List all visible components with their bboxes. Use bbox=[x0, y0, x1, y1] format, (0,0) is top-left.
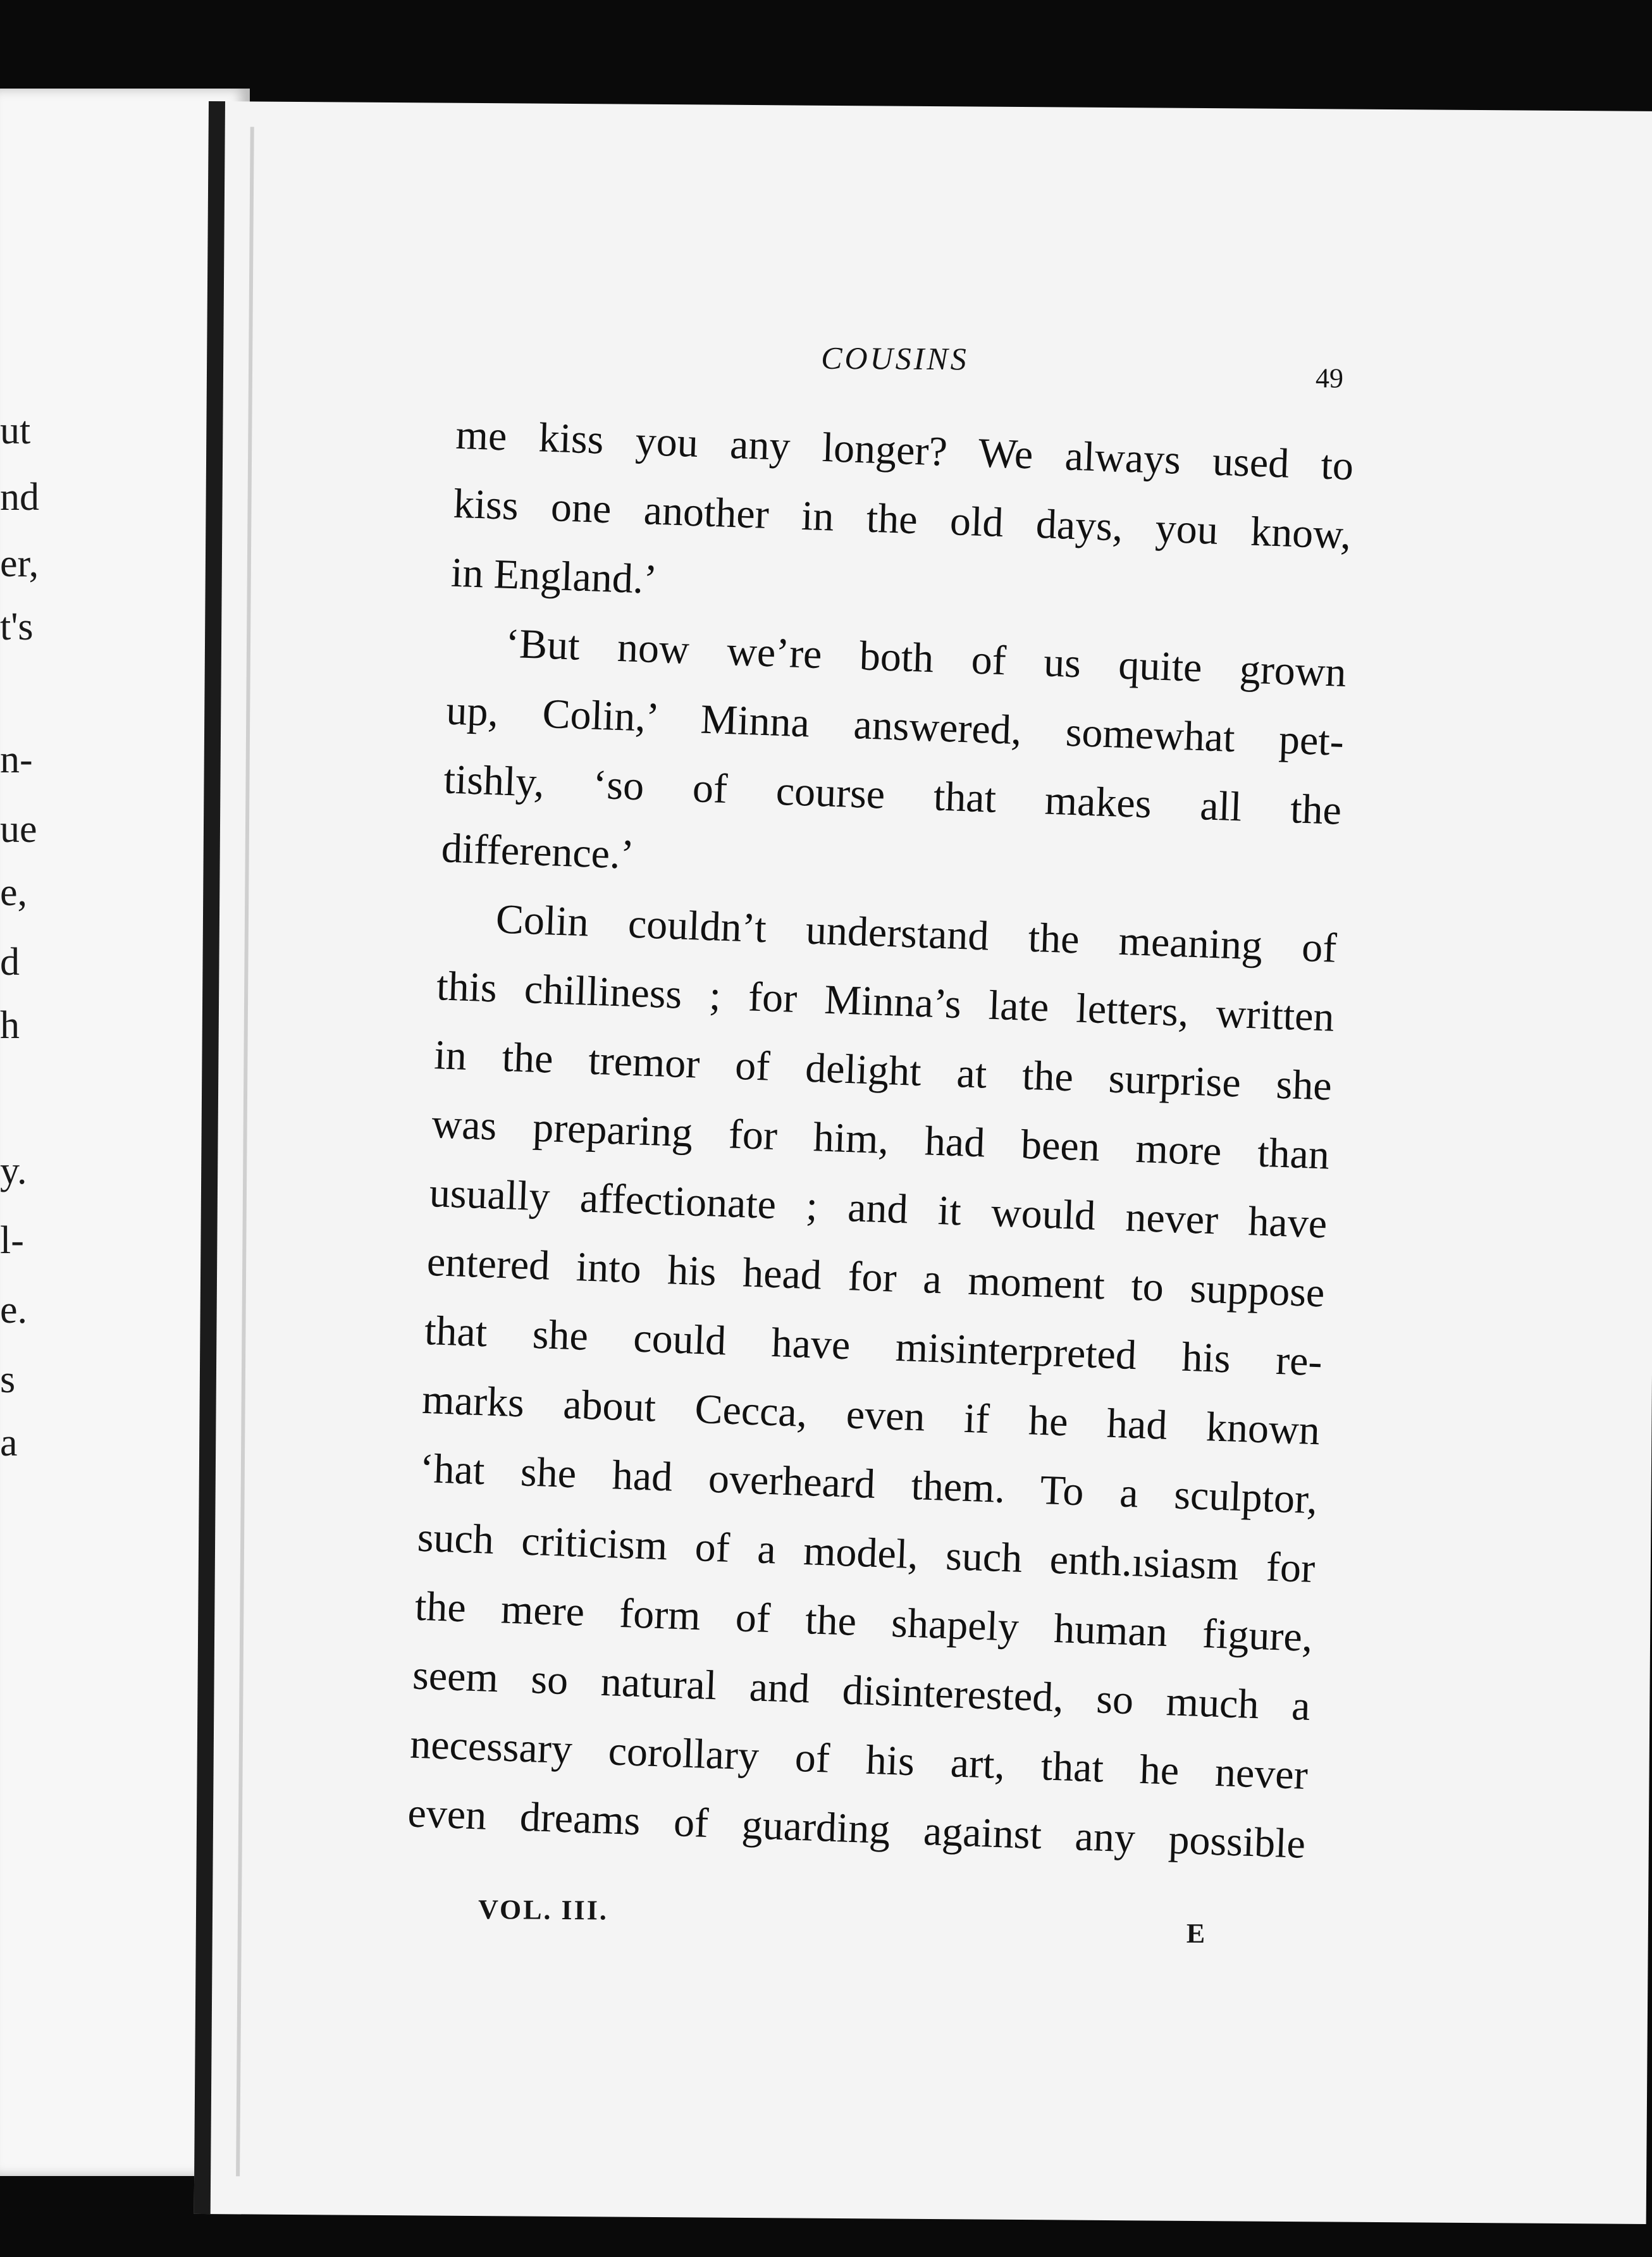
left-page-fragment: t's bbox=[0, 605, 34, 648]
text-line: necessary corollary of his art, that he never bbox=[409, 1721, 1309, 1798]
left-page-fragment: ut bbox=[0, 409, 31, 452]
left-page-fragment: nd bbox=[0, 476, 39, 519]
text-line: usually affectionate ; and it would never have bbox=[428, 1170, 1328, 1247]
volume-signature: VOL. III. bbox=[478, 1894, 609, 1926]
text-line: tishly, ‘so of course that makes all the bbox=[443, 756, 1343, 834]
left-page-fragment: n- bbox=[0, 738, 33, 781]
text-line: up, Colin,’ Minna answered, somewhat pet- bbox=[445, 687, 1345, 765]
text-line: such criticism of a model, such enth.ısiasm for bbox=[416, 1514, 1316, 1592]
left-page-fragment: ue bbox=[0, 808, 37, 851]
left-page-fragment: s bbox=[0, 1358, 16, 1401]
text-line: the mere form of the shapely human figure, bbox=[414, 1583, 1314, 1661]
text-line: this chilliness ; for Minna’s late letters, written bbox=[436, 963, 1335, 1041]
left-page-fragment: er, bbox=[0, 542, 39, 585]
left-page-fragment: l- bbox=[0, 1219, 24, 1262]
text-line: me kiss you any longer? We always used to bbox=[455, 411, 1355, 490]
text-line: ‘But now we’re both of us quite grown bbox=[505, 620, 1347, 696]
left-page-fragment: h bbox=[0, 1004, 20, 1047]
text-line: difference.’ bbox=[440, 825, 635, 878]
text-line: was preparing for him, had been more than bbox=[431, 1101, 1331, 1178]
running-head: COUSINS bbox=[820, 340, 969, 377]
right-page bbox=[194, 101, 1652, 2224]
text-line: entered into his head for a moment to suppose bbox=[426, 1238, 1326, 1316]
left-page-fragment: a bbox=[0, 1421, 18, 1464]
text-line: even dreams of guarding against any possible bbox=[407, 1790, 1307, 1867]
text-line: that she could have misinterpreted his re- bbox=[424, 1307, 1323, 1385]
text-line: seem so natural and disinterested, so much a bbox=[412, 1652, 1311, 1730]
text-line: in England.’ bbox=[450, 549, 658, 603]
text-line: Colin couldn’t understand the meaning of bbox=[495, 896, 1338, 972]
text-line: kiss one another in the old days, you know, bbox=[452, 480, 1352, 559]
text-line: in the tremor of delight at the surprise she bbox=[433, 1032, 1333, 1110]
left-page-fragment: y. bbox=[0, 1149, 27, 1192]
text-line: ‘hat she had overheard them. To a sculptor, bbox=[419, 1445, 1319, 1523]
gutter-line bbox=[236, 127, 254, 2176]
left-page-fragment: e. bbox=[0, 1289, 28, 1332]
text-line: marks about Cecca, even if he had known bbox=[421, 1376, 1321, 1454]
left-page-fragment: d bbox=[0, 941, 20, 984]
body-text bbox=[407, 400, 1355, 1879]
left-page-fragment: e, bbox=[0, 871, 28, 914]
signature-letter: E bbox=[1186, 1917, 1205, 1950]
page-number: 49 bbox=[1315, 362, 1344, 394]
